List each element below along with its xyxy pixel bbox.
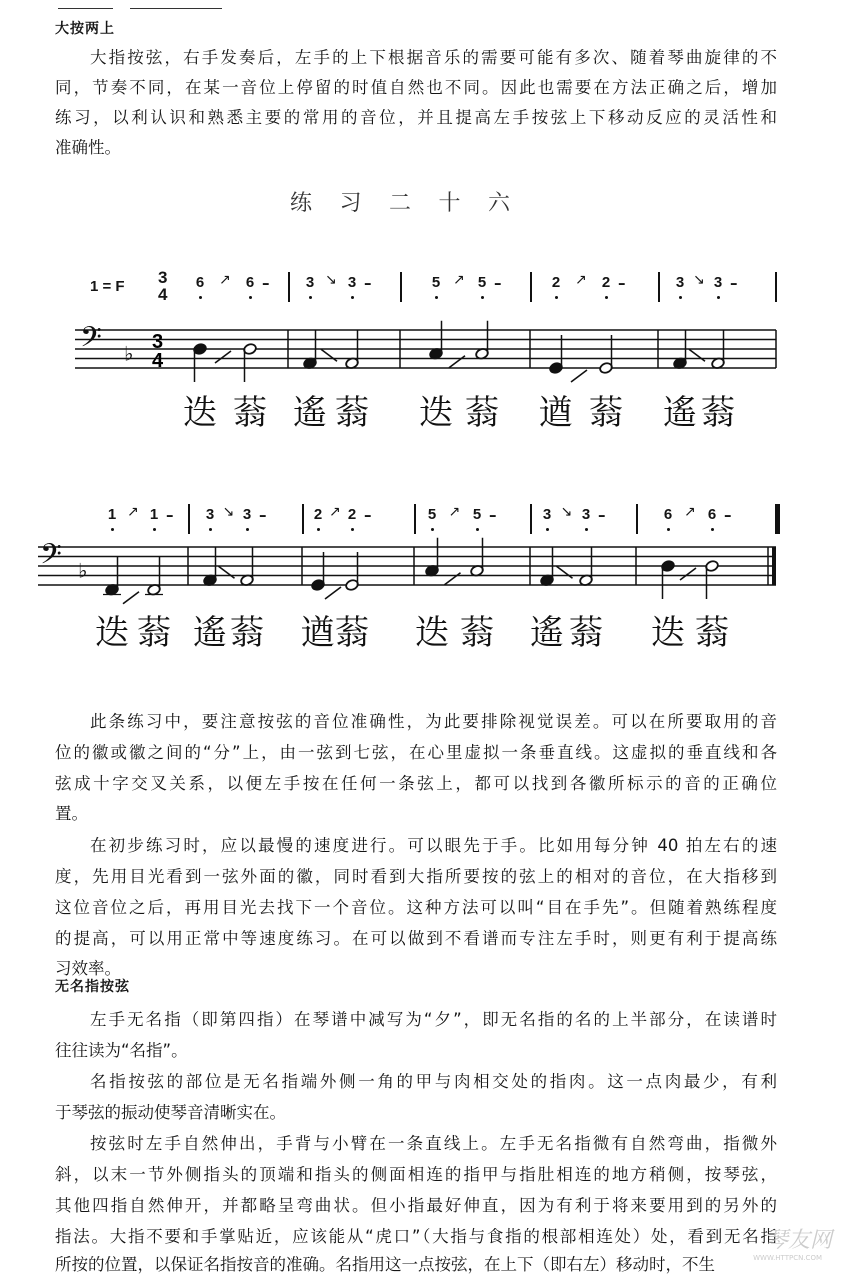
tablature-char: 遙: [663, 393, 697, 433]
section-heading: 大按两上: [55, 21, 115, 37]
tablature-char: 迭: [415, 613, 449, 653]
tablature-char: 遙: [530, 613, 564, 653]
tablature-char: 蓊: [465, 393, 499, 433]
text-line: 指法。大指不要和手掌贴近，应该能从“虎口”（大指与食指的根部相连处）处，看到无名指: [55, 1227, 777, 1246]
slide-arrow-icon: ↗: [219, 272, 231, 288]
jianpu-note: 2: [347, 506, 357, 523]
text-line: 度，先用目光看到一弦外面的徽，同时看到大指所要按的弦上的相对的音位，在大指移到: [55, 867, 777, 886]
jianpu-note: 6: [707, 506, 717, 523]
tablature-char: 蓊: [335, 613, 369, 653]
bass-clef-icon: 𝄢: [40, 537, 62, 578]
slide-arrow-icon: ↗: [575, 272, 587, 288]
section-heading: 无名指按弦: [55, 979, 130, 995]
tablature-char: 迭: [95, 613, 129, 653]
jianpu-dash: –: [166, 506, 174, 524]
jianpu-note: 6: [663, 506, 673, 523]
slide-arrow-icon: ↗: [127, 504, 139, 520]
staff-slide-arrow-icon: [215, 351, 231, 363]
staff-slide-arrow-icon: [449, 356, 465, 368]
staff-slide-arrow-icon: [680, 568, 696, 580]
time-sig-bottom: 4: [158, 285, 168, 304]
jianpu-dash: –: [259, 506, 267, 524]
tablature-char: 蓊: [230, 613, 264, 653]
jianpu-dash: –: [489, 506, 497, 524]
tablature-char: 迭: [183, 393, 217, 433]
text-line: 所按的位置，以保证名指按音的准确。名指用这一点按弦，在上下（即右左）移动时，不生: [55, 1255, 715, 1274]
tablature-char: 遙: [193, 613, 227, 653]
header-rule: [130, 8, 222, 9]
header-rule: [58, 8, 113, 9]
tablature-char: 迭: [651, 613, 685, 653]
jianpu-dash: –: [364, 274, 372, 292]
text-line: 同，节奏不同，在某一音位上停留的时值自然也不同。因此也需要在方法正确之后，增加: [55, 78, 777, 97]
jianpu-dash: –: [494, 274, 502, 292]
text-line: 准确性。: [55, 138, 121, 157]
text-line: 置。: [55, 804, 88, 823]
tablature-char: 蓊: [137, 613, 171, 653]
text-line: 练习，以利认识和熟悉主要的常用的音位，并且提高左手按弦上下移动反应的灵活性和: [55, 108, 777, 127]
text-line: 在初步练习时，应以最慢的速度进行。可以眼先于手。比如用每分钟 40 拍左右的速: [90, 836, 777, 855]
tablature-char: 蓊: [701, 393, 735, 433]
jianpu-note: 3: [675, 274, 685, 291]
jianpu-dash: –: [724, 506, 732, 524]
watermark-logo: 琴友网: [765, 1228, 832, 1253]
jianpu-note: 3: [713, 274, 723, 291]
jianpu-note: 3: [581, 506, 591, 523]
tablature-char: 蓊: [460, 613, 494, 653]
jianpu-dash: –: [618, 274, 626, 292]
slide-arrow-icon: ↘: [325, 272, 337, 288]
slide-arrow-icon: ↗: [329, 504, 341, 520]
jianpu-dash: –: [364, 506, 372, 524]
tablature-char: 蓊: [569, 613, 603, 653]
jianpu-dash: –: [598, 506, 606, 524]
jianpu-note: 1: [149, 506, 159, 523]
staff-slide-arrow-icon: [445, 573, 461, 585]
jianpu-note: 6: [195, 274, 205, 291]
text-line: 左手无名指（即第四指）在琴谱中减写为“夕”，即无名指的名的上半部分，在读谱时: [90, 1010, 777, 1029]
slide-arrow-icon: ↘: [693, 272, 705, 288]
text-line: 弦成十字交叉关系，以便左手按在任何一条弦上，都可以找到各徽所标示的音的正确位: [55, 774, 777, 793]
text-line: 按弦时左手自然伸出，手背与小臂在一条直线上。左手无名指微有自然弯曲，指微外: [90, 1134, 777, 1153]
tablature-char: 迭: [419, 393, 453, 433]
text-line: 这位音位之后，再用目光去找下一个音位。这种方法可以叫“目在手先”。但随着熟练程度: [55, 898, 777, 917]
jianpu-note: 2: [313, 506, 323, 523]
tablature-char: 蓊: [233, 393, 267, 433]
jianpu-note: 3: [542, 506, 552, 523]
tablature-char: 蓊: [589, 393, 623, 433]
jianpu-note: 3: [242, 506, 252, 523]
watermark-url: WWW.HTTPCN.COM: [753, 1254, 822, 1262]
staff-slide-arrow-icon: [321, 349, 337, 361]
tablature-char: 遙: [293, 393, 327, 433]
jianpu-dash: –: [262, 274, 270, 292]
text-line: 往往读为“名指”。: [55, 1041, 188, 1060]
text-line: 此条练习中，要注意按弦的音位准确性，为此要排除视觉误差。可以在所要取用的音: [90, 712, 777, 731]
jianpu-note: 6: [245, 274, 255, 291]
slide-arrow-icon: ↗: [448, 504, 461, 520]
staff-slide-arrow-icon: [557, 566, 573, 578]
staff-time-sig-bottom: 4: [152, 350, 164, 373]
jianpu-note: 5: [472, 506, 482, 523]
text-line: 名指按弦的部位是无名指端外侧一角的甲与肉相交处的指肉。这一点肉最少，有利: [90, 1072, 777, 1091]
tablature-char: 遒: [301, 613, 335, 653]
text-line: 的提高，可以用正常中等速度练习。在可以做到不看谱而专注左手时，则更有利于提高练: [55, 929, 777, 948]
text-line: 其他四指自然伸开，并都略呈弯曲状。但小指最好伸直，因为有利于将来要用到的另外的: [55, 1196, 777, 1215]
jianpu-note: 1: [107, 506, 117, 523]
staff-slide-arrow-icon: [689, 349, 705, 361]
text-line: 位的徽或徽之间的“分”上，由一弦到七弦，在心里虚拟一条垂直线。这虚拟的垂直线和各: [55, 743, 777, 762]
bass-clef-icon: 𝄢: [80, 320, 102, 361]
tablature-char: 蓊: [335, 393, 369, 433]
slide-arrow-icon: ↗: [453, 272, 465, 288]
tablature-char: 遒: [539, 393, 573, 433]
staff-slide-arrow-icon: [219, 566, 235, 578]
staff-slide-arrow-icon: [123, 592, 139, 604]
text-line: 于琴弦的振动使琴音清晰实在。: [55, 1103, 286, 1122]
exercise-title: 练习二十六: [290, 191, 510, 216]
jianpu-note: 3: [347, 274, 357, 291]
text-line: 习效率。: [55, 959, 121, 978]
jianpu-note: 3: [205, 506, 215, 523]
text-line: 斜，以末一节外侧指头的顶端和指头的侧面相连的指甲与指肚相连的地方稍侧，按琴弦，: [55, 1165, 777, 1184]
jianpu-note: 5: [477, 274, 487, 291]
jianpu-note: 2: [601, 274, 611, 291]
flat-sign-icon: ♭: [78, 558, 88, 583]
staff-time-sig-top: 3: [152, 331, 164, 354]
key-signature-label: 1 = F: [90, 278, 125, 295]
jianpu-note: 5: [427, 506, 437, 523]
staff-slide-arrow-icon: [325, 587, 341, 599]
slide-arrow-icon: ↘: [560, 504, 573, 520]
jianpu-dash: –: [730, 274, 738, 292]
slide-arrow-icon: ↘: [222, 504, 235, 520]
time-sig-top: 3: [158, 268, 168, 287]
staff-slide-arrow-icon: [571, 370, 587, 382]
jianpu-note: 5: [431, 274, 441, 291]
slide-arrow-icon: ↗: [684, 504, 696, 520]
text-line: 大指按弦，右手发奏后，左手的上下根据音乐的需要可能有多次、随着琴曲旋律的不: [90, 48, 777, 67]
jianpu-note: 3: [305, 274, 315, 291]
tablature-char: 蓊: [695, 613, 729, 653]
flat-sign-icon: ♭: [124, 341, 134, 366]
jianpu-note: 2: [551, 274, 561, 291]
